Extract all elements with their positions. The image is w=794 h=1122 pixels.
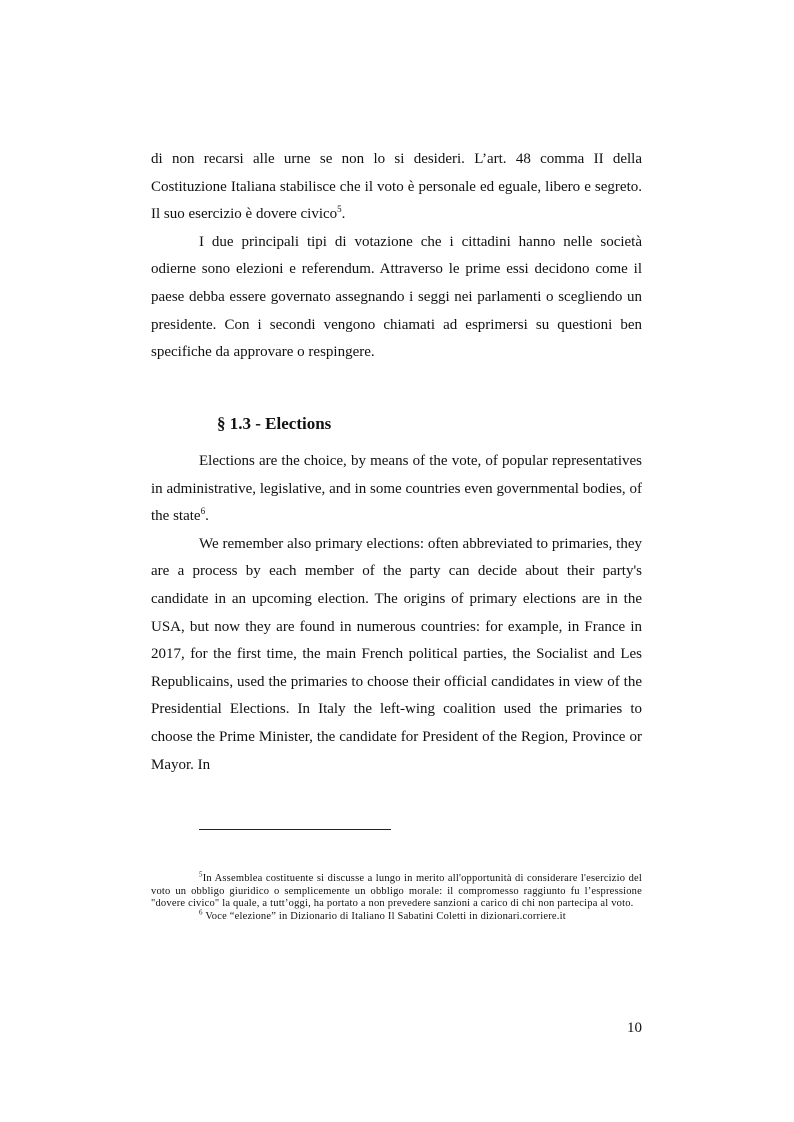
footnote-text: Voce “elezione” in Dizionario di Italiano Il Sabatini Coletti in dizionari.corriere.it xyxy=(205,910,566,922)
paragraph-text: di non recarsi alle urne se non lo si desideri. L’art. 48 comma II della Costituzione Italiana stabilisce che il voto è personale ed eguale, libero e segreto. Il suo esercizio è dovere civico xyxy=(151,151,642,223)
section-text-block xyxy=(151,448,642,779)
paragraph: I due principali tipi di votazione che i cittadini hanno nelle società odierne sono elezioni e referendum. Attraverso le prime essi decidono come il paese debba essere governato assegnando i seggi nei parlamenti o scegliendo un presidente. Con i secondi vengono chiamati ad esprimersi su questioni ben specifiche da approvare o respingere. xyxy=(151,233,642,361)
section-heading: § 1.3 - Elections xyxy=(217,414,332,433)
paragraph-text: Elections are the choice, by means of the vote, of popular representatives in administrative, legislative, and in some countries even governmental bodies, of the state xyxy=(151,453,642,525)
page-number: 10 xyxy=(627,1020,642,1036)
paragraph xyxy=(151,146,642,229)
body-text-block xyxy=(151,146,642,367)
footnote-separator xyxy=(199,829,391,830)
paragraph: We remember also primary elections: often abbreviated to primaries, they are a process by each member of the party can decide about their party's candidate in an upcoming election. The origins of primary elections are in the USA, but now they are found in numerous countries: for example, in France in 2017, for the first time, the main French political parties, the Socialist and Les Republicains, used the primaries to choose their official candidates in view of the Presidential Elections. In Italy the left-wing coalition used the primaries to choose the Prime Minister, the candidate for President of the Region, Province or Mayor. In xyxy=(151,535,642,773)
footnote-number: 6 xyxy=(199,908,203,916)
footnote-text: In Assemblea costituente si discusse a lungo in merito all'opportunità di considerare l'esercizio del voto un obbligo giuridico o semplicemente un obbligo morale: il compromesso raggiunto fu l’espressione "dovere civico" la quale, a tutt’oggi, ha portato a non prevedere sanzioni a carico di chi non partecipa al voto. xyxy=(151,873,642,909)
footnote xyxy=(151,908,642,924)
footnote xyxy=(151,870,642,911)
footnote-ref[interactable]: 6 xyxy=(200,506,206,517)
paragraph xyxy=(151,448,642,531)
paragraph-end: . xyxy=(341,206,346,223)
paragraph-end: . xyxy=(205,508,209,525)
footnote-ref[interactable]: 5 xyxy=(337,204,342,215)
footnotes xyxy=(151,870,642,923)
footnote-number: 5 xyxy=(199,870,203,879)
